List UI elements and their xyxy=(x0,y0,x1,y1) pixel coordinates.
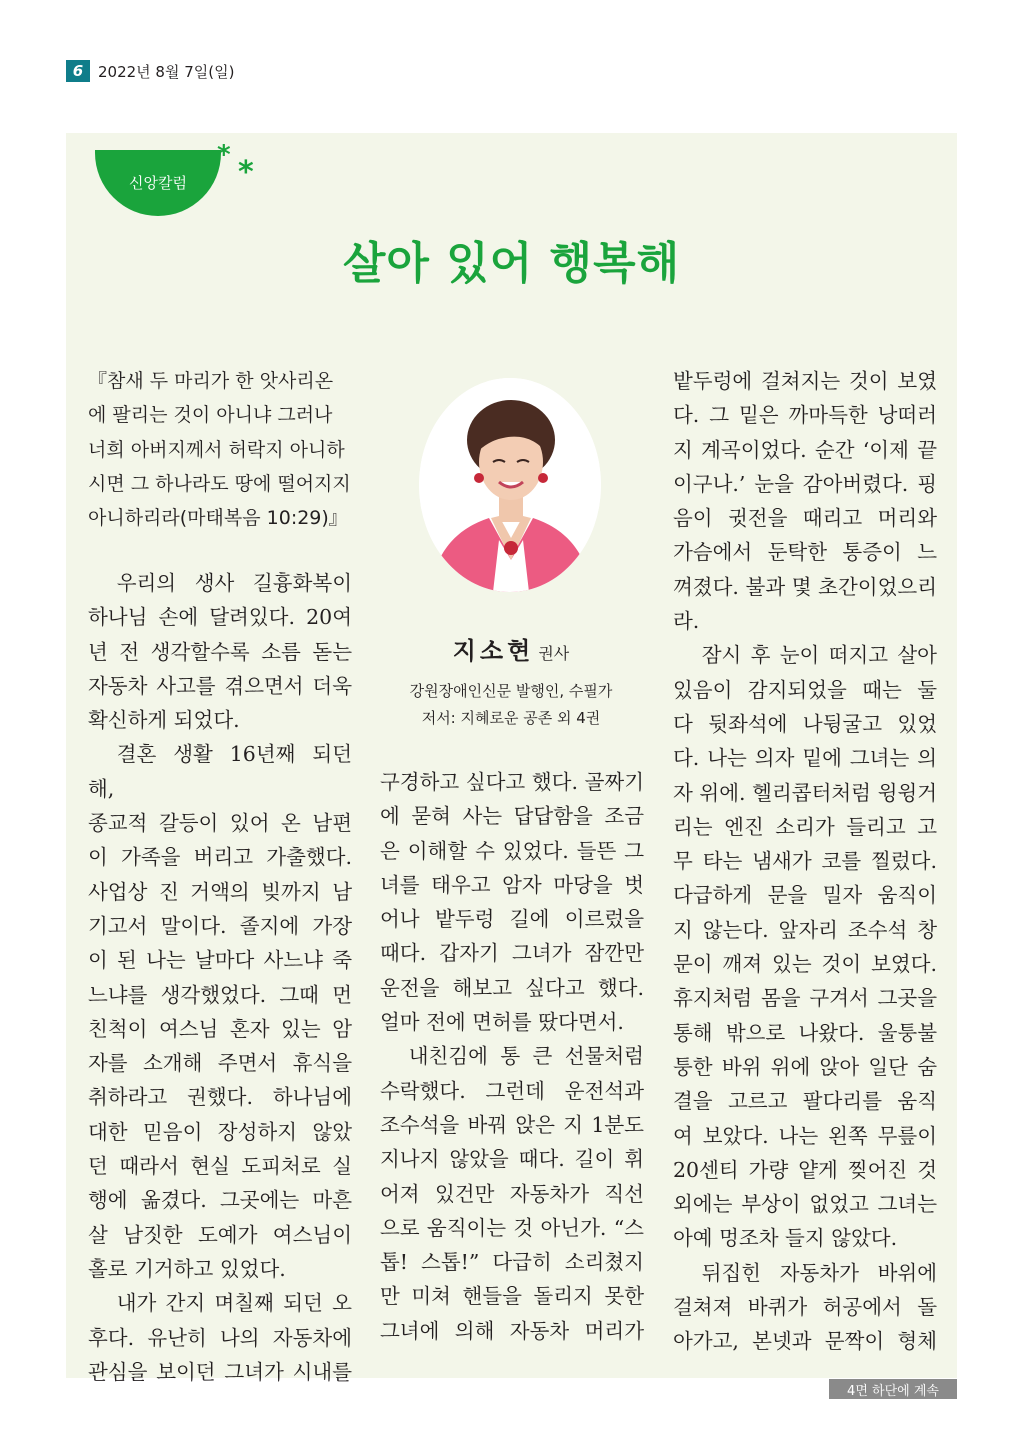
verse-line: 너희 아버지께서 허락지 아니하 xyxy=(88,438,345,461)
text-line: 내친김에 통 큰 선물처럼 xyxy=(408,1044,644,1069)
text-line: 운전을 해보고 싶다고 했다. xyxy=(380,975,644,1000)
verse-line: 에 팔리는 것이 아니냐 그러나 xyxy=(88,404,333,427)
asterisk-icon: * xyxy=(238,155,254,190)
text-line: 결혼 생활 16년째 되던 해, xyxy=(88,742,352,801)
text-line: 때다. 갑자기 그녀가 잠깐만 xyxy=(380,941,644,966)
verse-line: 시면 그 하나라도 땅에 떨어지지 xyxy=(88,472,351,495)
text-line: 녀를 태우고 암자 마당을 벗 xyxy=(380,872,644,897)
text-line: 하나님 손에 달려있다. 20여 xyxy=(88,605,352,630)
text-line: 통해 밖으로 나왔다. 울퉁불 xyxy=(673,1020,937,1045)
text-line: 자동차 사고를 겪으면서 더욱 xyxy=(88,673,352,698)
text-line: 아가고, 본넷과 문짝이 형체 xyxy=(673,1329,937,1354)
author-affiliation: 강원장애인신문 발행인, 수필가 xyxy=(409,682,613,700)
text-line: 외에는 부상이 없었고 그녀는 xyxy=(673,1192,937,1217)
verse-line: 아니하리라(마태복음 10:29)』 xyxy=(88,507,348,530)
text-line: 지나지 않았을 때다. 길이 휘 xyxy=(380,1147,644,1172)
article-column-3 xyxy=(673,364,937,1359)
text-line: 지 않는다. 앞자리 조수석 창 xyxy=(673,917,937,942)
text-line: 다급하게 문을 밀자 움직이 xyxy=(673,883,937,908)
issue-date: 2022년 8월 7일(일) xyxy=(98,62,235,81)
text-line: 행에 옮겼다. 그곳에는 마흔 xyxy=(88,1188,352,1213)
text-line: 얼마 전에 면허를 땄다면서. xyxy=(380,1010,624,1035)
text-line: 이 된 나는 날마다 사느냐 죽 xyxy=(88,948,352,973)
text-line: 만 미쳐 핸들을 돌리지 못한 xyxy=(380,1284,644,1309)
verse-line: 『참새 두 마리가 한 앗사리온 xyxy=(88,370,334,392)
page-header xyxy=(66,60,234,82)
text-line: 뒤집힌 자동차가 바위에 xyxy=(701,1260,937,1285)
text-line: 구경하고 싶다고 했다. 골짜기 xyxy=(380,770,644,794)
text-line: 퉁한 바위 위에 앉아 일단 숨 xyxy=(673,1054,937,1079)
section-badge-label: 신앙칼럼 xyxy=(129,173,187,192)
text-line: 있음이 감지되었을 때는 둘 xyxy=(673,677,937,702)
text-line: 여 보았다. 나는 왼쪽 무릎이 xyxy=(673,1123,937,1148)
author-portrait xyxy=(419,378,601,592)
text-line: 조수석을 바꿔 앉은 지 1분도 xyxy=(380,1112,644,1137)
text-line: 20센티 가량 얕게 찢어진 것 xyxy=(673,1157,937,1182)
text-line: 지 계곡이었다. 순간 ‘이제 끝 xyxy=(673,437,937,462)
author-block xyxy=(366,631,656,728)
text-line: 내가 간지 며칠째 되던 오 xyxy=(116,1291,352,1316)
text-line: 자 위에. 헬리콥터처럼 윙윙거 xyxy=(673,780,937,805)
text-line: 종교적 갈등이 있어 온 남편 xyxy=(88,811,352,836)
text-line: 이 가족을 버리고 가출했다. xyxy=(88,845,352,870)
text-line: 이구나.’ 눈을 감아버렸다. 핑 xyxy=(673,471,937,496)
text-line: 잠시 후 눈이 떠지고 살아 xyxy=(701,643,937,668)
scripture-quote xyxy=(88,364,353,535)
text-line: 음이 귓전을 때리고 머리와 xyxy=(673,506,937,531)
text-line: 대한 믿음이 장성하지 않았 xyxy=(88,1119,352,1144)
text-line: 어져 있건만 자동차가 직선 xyxy=(380,1181,644,1206)
text-line: 휴지처럼 몸을 구겨서 그곳을 xyxy=(673,986,937,1011)
text-line: 아예 멍조차 들지 않았다. xyxy=(673,1226,898,1251)
text-line: 홀로 기거하고 있었다. xyxy=(88,1256,286,1281)
text-line: 은 이해할 수 있었다. 들뜬 그 xyxy=(380,838,644,863)
article-title: 살아 있어 행복해 xyxy=(342,238,681,289)
text-line: 다. 나는 의자 밑에 그녀는 의 xyxy=(673,746,937,771)
text-line: 톱! 스톱!” 다급히 소리쳤지 xyxy=(380,1250,644,1275)
text-line: 라. xyxy=(673,609,700,634)
text-line: 가슴에서 둔탁한 통증이 느 xyxy=(673,540,937,565)
text-line: 살 남짓한 도예가 여스님이 xyxy=(88,1222,352,1247)
text-line: 밭두렁에 걸쳐지는 것이 보였 xyxy=(673,369,937,393)
author-books: 저서: 지혜로운 공존 외 4권 xyxy=(421,709,601,727)
text-line: 걸쳐져 바퀴가 허공에서 돌 xyxy=(673,1295,937,1320)
text-line: 기고서 말이다. 졸지에 가장 xyxy=(88,913,352,938)
text-line: 으로 움직이는 것 아닌가. “스 xyxy=(380,1215,644,1240)
text-line: 수락했다. 그런데 운전석과 xyxy=(380,1078,644,1103)
text-line: 리는 엔진 소리가 들리고 고 xyxy=(673,814,937,839)
text-line: 던 때라서 현실 도피처로 실 xyxy=(88,1154,352,1179)
continued-on-page-note: 4면 하단에 계속 xyxy=(829,1379,957,1399)
text-line: 다 뒷좌석에 나뒹굴고 있었 xyxy=(673,711,937,736)
text-line: 다. 그 밑은 까마득한 낭떠러 xyxy=(673,403,937,428)
text-line: 확신하게 되었다. xyxy=(88,708,240,733)
text-line: 우리의 생사 길흉화복이 xyxy=(116,571,352,595)
text-line: 어나 밭두렁 길에 이르렀을 xyxy=(380,907,644,932)
article-column-1 xyxy=(88,566,352,1389)
text-line: 그녀에 의해 자동차 머리가 xyxy=(380,1318,644,1343)
text-line: 결을 고르고 팔다리를 움직 xyxy=(673,1089,937,1114)
text-line: 무 타는 냄새가 코를 찔렀다. xyxy=(673,849,937,874)
text-line: 친척이 여스님 혼자 있는 암 xyxy=(88,1016,352,1041)
article-column-2 xyxy=(380,765,644,1348)
page-number: 6 xyxy=(66,60,90,82)
text-line: 느냐를 생각했었다. 그때 먼 xyxy=(88,982,352,1007)
text-line: 자를 소개해 주면서 휴식을 xyxy=(88,1051,352,1076)
author-role: 권사 xyxy=(538,644,570,663)
author-name: 지소현 xyxy=(452,637,535,665)
text-line: 후다. 유난히 나의 자동차에 xyxy=(88,1325,352,1350)
text-line: 문이 깨져 있는 것이 보였다. xyxy=(673,952,937,977)
text-line: 껴졌다. 불과 몇 초간이었으리 xyxy=(673,574,937,599)
text-line: 년 전 생각할수록 소름 돋는 xyxy=(88,639,352,664)
text-line: 에 묻혀 사는 답답함을 조금 xyxy=(380,804,644,829)
text-line: 취하라고 권했다. 하나님에 xyxy=(88,1085,352,1110)
asterisk-icon: * xyxy=(217,140,231,170)
text-line: 사업상 진 거액의 빚까지 남 xyxy=(88,879,352,904)
text-line: 관심을 보이던 그녀가 시내를 xyxy=(88,1359,352,1384)
